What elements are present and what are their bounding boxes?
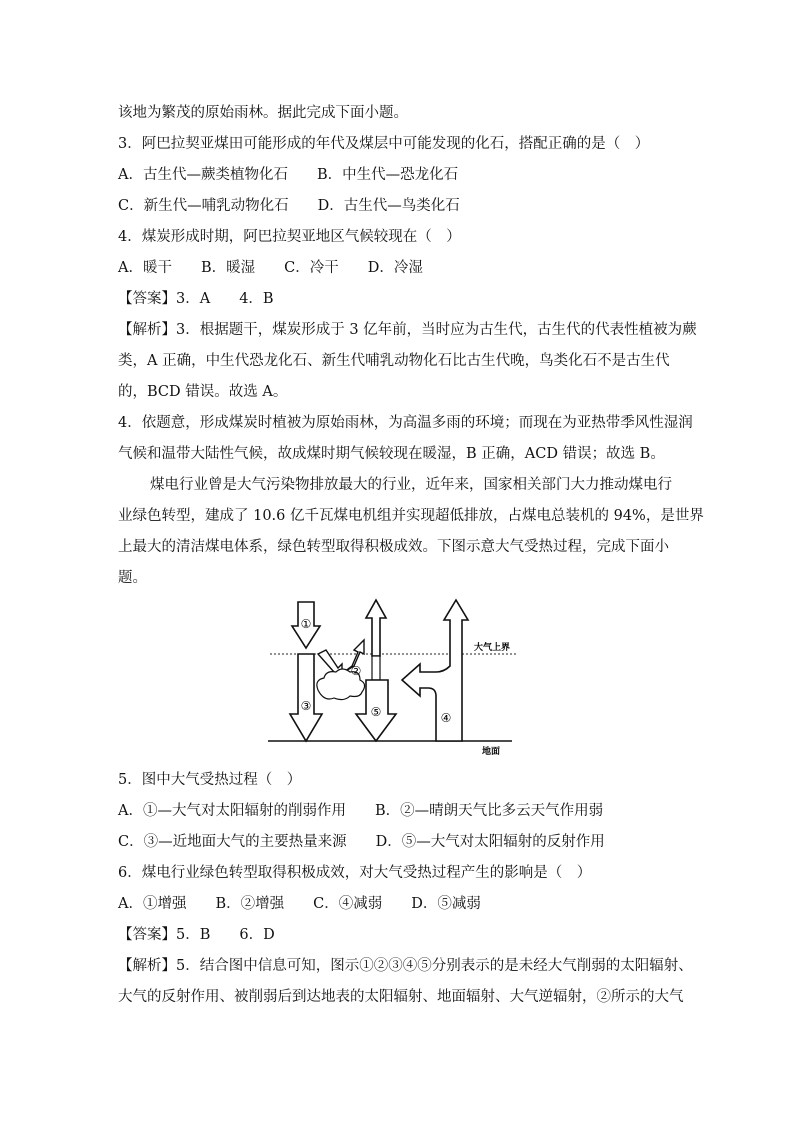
marker-5: ⑤ — [370, 705, 382, 719]
text-line-10: 的，BCD 错误。故选 A。 — [118, 384, 288, 400]
text-line-18: A．①—大气对太阳辐射的削弱作用 B．②—晴朗天气比多云天气作用弱 — [118, 803, 604, 819]
label-ground: 地面 — [482, 747, 501, 756]
marker-4: ④ — [440, 711, 452, 725]
marker-1: ① — [300, 617, 312, 631]
atmosphere-heating-diagram — [268, 596, 528, 756]
text-line-4: C．新生代—哺乳动物化石 D．古生代—鸟类化石 — [118, 198, 460, 214]
text-line-11: 4．依题意，形成煤炭时植被为原始雨林，为高温多雨的环境；而现在为亚热带季风性湿润 — [118, 415, 693, 431]
text-line-9: 类，A 正确，中生代恐龙化石、新生代哺乳动物化石比古生代晚，鸟类化石不是古生代 — [118, 353, 670, 369]
text-line-3: A．古生代—蕨类植物化石 B．中生代—恐龙化石 — [118, 167, 459, 183]
text-line-16: 题。 — [118, 570, 147, 586]
arrow-3-radiation-to-ground — [290, 654, 322, 741]
text-line-5: 4．煤炭形成时期，阿巴拉契亚地区气候较现在（ ） — [118, 229, 461, 245]
text-line-19: C．③—近地面大气的主要热量来源 D．⑤—大气对太阳辐射的反射作用 — [118, 834, 605, 850]
text-line-12: 气候和温带大陆性气候，故成煤时期气候较现在暖湿，B 正确，ACD 错误；故选 B。 — [118, 446, 665, 462]
text-line-7: 【答案】3．A 4．B — [118, 291, 274, 307]
text-line-1: 该地为繁茂的原始雨林。据此完成下面小题。 — [118, 105, 408, 121]
arrow-upward-escape — [366, 600, 386, 680]
text-line-21: A．①增强 B．②增强 C．④减弱 D．⑤减弱 — [118, 896, 481, 912]
text-line-13: 煤电行业曾是大气污染物排放最大的行业，近年来，国家相关部门大力推动煤电行 — [150, 477, 672, 493]
text-line-14: 业绿色转型，建成了 10.6 亿千瓦煤电机组并实现超低排放，占煤电总装机的 94%，是世界 — [118, 508, 704, 524]
text-line-15: 上最大的清洁煤电体系，绿色转型取得积极成效。下图示意大气受热过程，完成下面小 — [118, 539, 669, 555]
text-line-20: 6．煤电行业绿色转型取得积极成效，对大气受热过程产生的影响是（ ） — [118, 865, 592, 881]
marker-3: ③ — [300, 699, 312, 713]
text-line-2: 3．阿巴拉契亚煤田可能形成的年代及煤层中可能发现的化石，搭配正确的是（ ） — [118, 136, 650, 152]
text-line-24: 大气的反射作用、被削弱后到达地表的太阳辐射、地面辐射、大气逆辐射，②所示的大气 — [118, 989, 684, 1005]
text-line-23: 【解析】5．结合图中信息可知，图示①②③④⑤分别表示的是未经大气削弱的太阳辐射、 — [118, 958, 693, 974]
text-line-22: 【答案】5．B 6．D — [118, 927, 275, 943]
text-line-8: 【解析】3．根据题干，煤炭形成于 3 亿年前，当时应为古生代，古生代的代表性植被为蕨 — [118, 322, 697, 338]
text-line-6: A．暖干 B．暖湿 C．冷干 D．冷湿 — [118, 260, 423, 276]
marker-2: ② — [350, 664, 362, 678]
label-atmosphere-top: 大气上界 — [474, 643, 511, 653]
text-line-17: 5．图中大气受热过程（ ） — [118, 772, 302, 788]
arrow-4-ground-radiation — [402, 600, 468, 741]
